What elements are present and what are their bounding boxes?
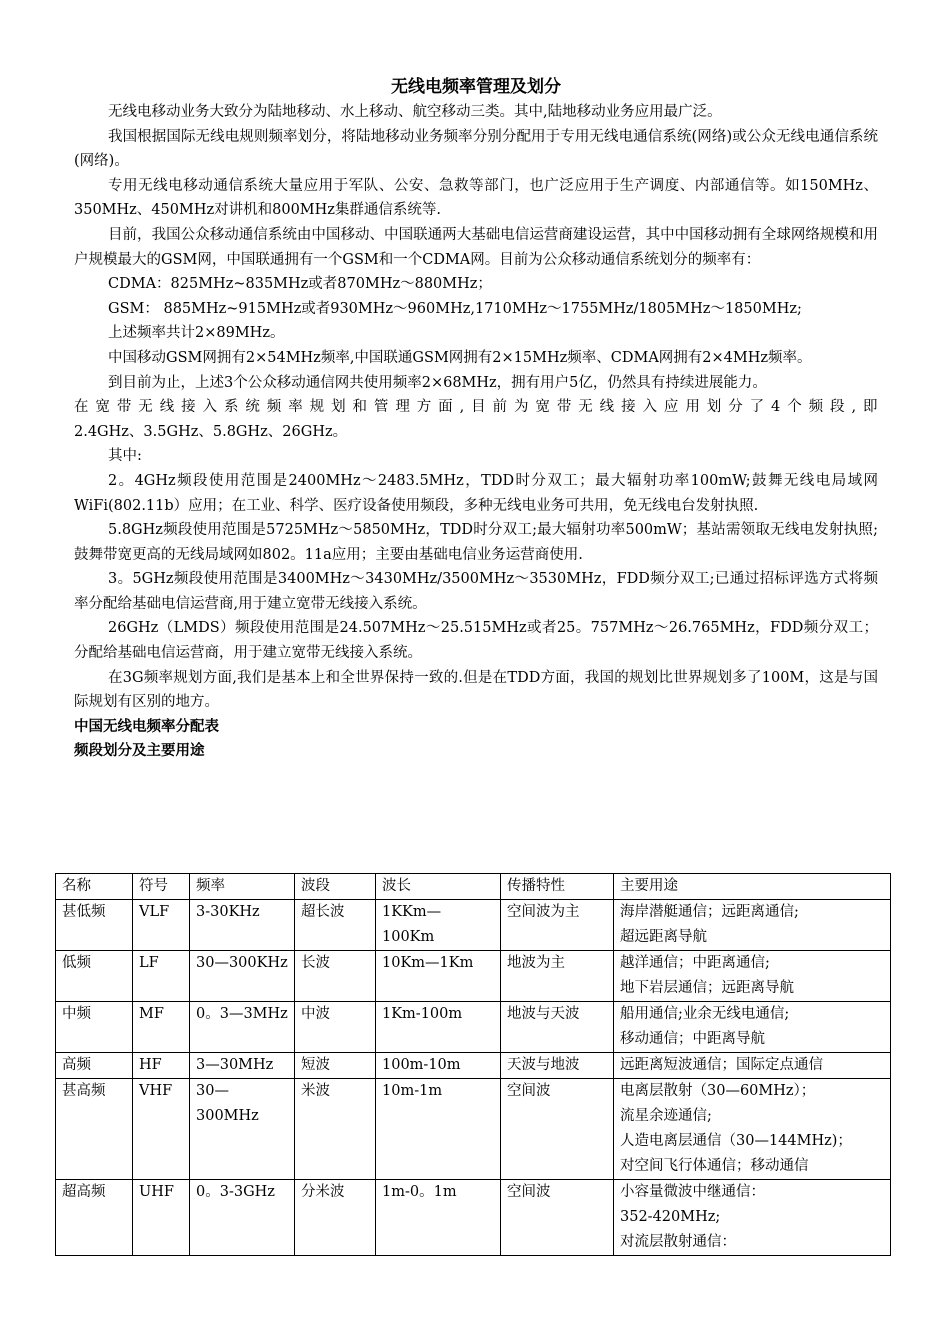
cell-line: 人造电离层通信（30—144MHz)； — [620, 1133, 852, 1149]
document-title: 无线电频率管理及划分 — [391, 77, 561, 97]
cell-frequency: 3—30MHz — [190, 1053, 295, 1079]
cell-symbol: VHF — [133, 1079, 190, 1180]
paragraph: 26GHz（LMDS）频段使用范围是24.507MHz～25.515MHz或者25。757MHz～26.765MHz，FDD频分双工；分配给基础电信运营商，用于建立宽带无线接入系统。 — [74, 620, 878, 662]
cell-usage — [614, 1180, 891, 1256]
cell-line: 对流层散射通信： — [620, 1234, 736, 1250]
cell-wavelength — [376, 1180, 501, 1256]
header-cell: 波段 — [295, 874, 376, 900]
cell-usage — [614, 1079, 891, 1180]
table-row — [56, 951, 891, 1002]
cell-symbol: LF — [133, 951, 190, 1002]
cell-usage — [614, 900, 891, 951]
cell-wavelength — [376, 951, 501, 1002]
frequency-table — [55, 873, 891, 1256]
paragraph: 5.8GHz频段使用范围是5725MHz～5850MHz，TDD时分双工;最大辐射功率500mW；基站需领取无线电发射执照;鼓舞带宽更高的无线局域网如802。11a应用；主要由基础电信业务运营商使用. — [74, 522, 878, 563]
paragraph: 专用无线电移动通信系统大量应用于军队、公安、急救等部门，也广泛应用于生产调度、内部通信等。如150MHz、350MHz、450MHz对讲机和800MHz集群通信系统等. — [74, 177, 878, 219]
cell-propagation: 地波与天波 — [501, 1002, 614, 1053]
cell-name: 中频 — [56, 1002, 133, 1053]
cell-line: 电离层散射（30—60MHz）； — [620, 1083, 816, 1099]
paragraph: 其中: — [108, 448, 142, 465]
document-body — [74, 100, 878, 715]
table-row — [56, 1053, 891, 1079]
table-row — [56, 900, 891, 951]
cell-symbol: MF — [133, 1002, 190, 1053]
cell-band: 长波 — [295, 951, 376, 1002]
header-cell: 主要用途 — [614, 874, 891, 900]
paragraph: 中国移动GSM网拥有2×54MHz频率,中国联通GSM网拥有2×15MHz频率、CDMA网拥有2×4MHz频率。 — [108, 349, 812, 366]
cell-line: 100m-10m — [382, 1057, 461, 1073]
cell-line: 对空间飞行体通信；移动通信 — [620, 1158, 809, 1174]
paragraph: 在3G频率规划方面,我们是基本上和全世界保持一致的.但是在TDD方面，我国的规划比世界规划多了100M，这是与国际规划有区别的地方。 — [74, 669, 878, 711]
cell-line: 100Km — [382, 929, 435, 945]
cell-usage — [614, 951, 891, 1002]
document-page — [74, 74, 878, 763]
cell-wavelength — [376, 1002, 501, 1053]
header-cell: 名称 — [56, 874, 133, 900]
header-cell: 符号 — [133, 874, 190, 900]
cell-line: 352-420MHz; — [620, 1209, 721, 1225]
cell-name: 甚高频 — [56, 1079, 133, 1180]
paragraph: 到目前为止，上述3个公众移动通信网共使用频率2×68MHz，拥有用户5亿，仍然具有持续进展能力。 — [108, 374, 767, 391]
paragraph: 我国根据国际无线电规则频率划分，将陆地移动业务频率分别分配用于专用无线电通信系统(网络)或公众无线电通信系统(网络)。 — [74, 128, 878, 170]
paragraph: 3。5GHz频段使用范围是3400MHz～3430MHz/3500MHz～3530MHz，FDD频分双工;已通过招标评选方式将频率分配给基础电信运营商,用于建立宽带无线接入系统。 — [74, 571, 878, 612]
cell-band: 米波 — [295, 1079, 376, 1180]
paragraph-gsm: GSM： 885MHz~915MHz或者930MHz～960MHz,1710MHz～1755MHz/1805MHz～1850MHz; — [108, 300, 802, 317]
table-header-row — [56, 874, 891, 900]
header-cell: 传播特性 — [501, 874, 614, 900]
cell-propagation: 空间波为主 — [501, 900, 614, 951]
cell-line: 远距离短波通信；国际定点通信 — [620, 1057, 823, 1073]
section-subtitle: 频段划分及主要用途 — [74, 742, 205, 759]
cell-band: 短波 — [295, 1053, 376, 1079]
cell-frequency: 30—300KHz — [190, 951, 295, 1002]
cell-symbol: VLF — [133, 900, 190, 951]
paragraph-cdma: CDMA：825MHz~835MHz或者870MHz～880MHz； — [108, 276, 492, 293]
cell-band: 中波 — [295, 1002, 376, 1053]
paragraph-broadband-line1: 在宽带无线接入系统频率规划和管理方面,目前为宽带无线接入应用划分了4个频段,即 — [74, 399, 878, 416]
cell-line: 流星余迹通信; — [620, 1108, 712, 1124]
table-row — [56, 1180, 891, 1256]
cell-wavelength — [376, 1053, 501, 1079]
cell-name: 甚低频 — [56, 900, 133, 951]
cell-line: 10m-1m — [382, 1083, 443, 1099]
header-cell: 波长 — [376, 874, 501, 900]
paragraph: 2。4GHz频段使用范围是2400MHz～2483.5MHz，TDD时分双工；最大辐射功率100mW;鼓舞无线电局域网WiFi(802.11b）应用；在工业、科学、医疗设备使用频段，多种无线电业务可共用，免无线电台发射执照. — [74, 472, 878, 514]
cell-propagation: 空间波 — [501, 1079, 614, 1180]
cell-line: 地下岩层通信；远距离导航 — [620, 980, 794, 996]
cell-line: 移动通信；中距离导航 — [620, 1031, 765, 1047]
section-title: 中国无线电频率分配表 — [74, 718, 219, 735]
cell-line: 10Km—1Km — [382, 955, 474, 971]
table-row — [56, 1002, 891, 1053]
cell-name: 高频 — [56, 1053, 133, 1079]
cell-frequency: 0。3-3GHz — [190, 1180, 295, 1256]
cell-symbol: UHF — [133, 1180, 190, 1256]
cell-frequency: 30—300MHz — [190, 1079, 295, 1180]
cell-usage — [614, 1053, 891, 1079]
cell-line: 越洋通信；中距离通信; — [620, 955, 770, 971]
cell-line: 小容量微波中继通信： — [620, 1184, 765, 1200]
header-cell: 频率 — [190, 874, 295, 900]
cell-line: 船用通信;业余无线电通信; — [620, 1006, 790, 1022]
paragraph: 上述频率共计2×89MHz。 — [108, 325, 285, 342]
paragraph: 无线电移动业务大致分为陆地移动、水上移动、航空移动三类。其中,陆地移动业务应用最广泛。 — [108, 104, 722, 120]
cell-frequency: 0。3—3MHz — [190, 1002, 295, 1053]
cell-propagation: 空间波 — [501, 1180, 614, 1256]
cell-frequency: 3-30KHz — [190, 900, 295, 951]
cell-band: 分米波 — [295, 1180, 376, 1256]
cell-wavelength — [376, 900, 501, 951]
paragraph-broadband-line2: 2.4GHz、3.5GHz、5.8GHz、26GHz。 — [74, 423, 348, 440]
cell-line: 1m-0。1m — [382, 1184, 457, 1200]
cell-band: 超长波 — [295, 900, 376, 951]
table-row — [56, 1079, 891, 1180]
cell-line: 1Km-100m — [382, 1006, 463, 1022]
cell-propagation: 地波为主 — [501, 951, 614, 1002]
cell-propagation: 天波与地波 — [501, 1053, 614, 1079]
cell-symbol: HF — [133, 1053, 190, 1079]
cell-name: 低频 — [56, 951, 133, 1002]
cell-name: 超高频 — [56, 1180, 133, 1256]
cell-line: 1KKm— — [382, 904, 442, 920]
cell-wavelength — [376, 1079, 501, 1180]
cell-line: 超远距离导航 — [620, 929, 707, 945]
cell-usage — [614, 1002, 891, 1053]
paragraph: 目前，我国公众移动通信系统由中国移动、中国联通两大基础电信运营商建设运营，其中中国移动拥有全球网络规模和用户规模最大的GSM网，中国联通拥有一个GSM和一个CDMA网。目前为公众移动通信系统划分的频率有： — [74, 226, 878, 268]
cell-line: 海岸潜艇通信；远距离通信; — [620, 904, 799, 920]
